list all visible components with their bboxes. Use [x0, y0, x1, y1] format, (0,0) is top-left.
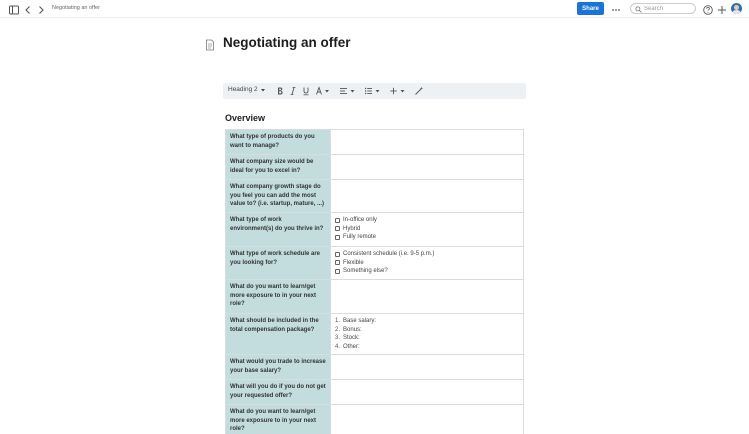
document-icon	[205, 38, 215, 50]
questions-table	[225, 129, 524, 434]
section-heading[interactable]: Overview	[225, 113, 266, 123]
avatar[interactable]	[731, 3, 742, 14]
insert-icon[interactable]	[389, 85, 407, 97]
checkbox[interactable]	[335, 260, 340, 265]
question-cell[interactable]: What type of work schedule are you looking for?	[226, 247, 331, 280]
answer-cell[interactable]	[331, 355, 524, 380]
question-cell[interactable]: What company size would be ideal for you to excel in?	[226, 155, 331, 180]
table-row	[226, 355, 524, 380]
question-cell[interactable]: What should be included in the total compensation package?	[226, 314, 331, 355]
share-button[interactable]: Share	[577, 2, 604, 15]
forward-arrow-icon[interactable]	[35, 3, 47, 15]
magic-wand-icon[interactable]	[414, 85, 424, 97]
question-cell[interactable]: What do you want to learn/get more exposure to in your next role?	[226, 405, 331, 434]
search-input[interactable]	[644, 6, 694, 12]
numbered-item[interactable]: 3. Stock:	[335, 335, 360, 341]
answer-cell[interactable]	[331, 213, 524, 247]
checkbox[interactable]	[335, 252, 340, 257]
question-cell[interactable]: What would you trade to increase your base salary?	[226, 355, 331, 380]
table-row	[226, 380, 524, 405]
question-cell[interactable]: What type of work environment(s) do you thrive in?	[226, 213, 331, 247]
answer-cell[interactable]	[331, 155, 524, 180]
checkbox[interactable]	[335, 218, 340, 223]
table-row	[226, 405, 524, 434]
breadcrumb[interactable]: Negotiating an offer	[52, 5, 100, 11]
underline-icon[interactable]	[302, 85, 310, 97]
table-row	[226, 155, 524, 180]
table-row	[226, 213, 524, 247]
bold-icon[interactable]	[276, 85, 284, 97]
table-row	[226, 180, 524, 213]
checklist-item[interactable]: Fully remote	[335, 233, 519, 242]
checkbox[interactable]	[335, 235, 340, 240]
more-icon[interactable]	[610, 3, 622, 15]
align-icon[interactable]	[339, 85, 357, 97]
answer-cell[interactable]	[331, 180, 524, 213]
answer-cell[interactable]	[331, 405, 524, 434]
numbered-item[interactable]: 1. Base salary:	[335, 318, 377, 324]
page-title[interactable]: Negotiating an offer	[223, 35, 351, 50]
text-style-dropdown[interactable]	[228, 86, 266, 93]
checklist-item[interactable]: Consistent schedule (i.e. 9-5 p.m.)	[335, 250, 519, 259]
checklist-item[interactable]: Something else?	[335, 267, 519, 276]
checklist-item[interactable]: Flexible	[335, 259, 519, 268]
italic-icon[interactable]	[289, 85, 297, 97]
plus-icon[interactable]	[716, 3, 728, 15]
table-row	[226, 314, 524, 355]
answer-cell[interactable]	[331, 280, 524, 314]
question-cell[interactable]: What do you want to learn/get more exposure to in your next role?	[226, 280, 331, 314]
table-row	[226, 280, 524, 314]
answer-cell[interactable]	[331, 247, 524, 280]
sidebar-toggle-icon[interactable]	[8, 3, 20, 15]
table-row	[226, 247, 524, 280]
checkbox[interactable]	[335, 226, 340, 231]
answer-cell[interactable]	[331, 314, 524, 355]
table-row	[226, 130, 524, 155]
text-color-icon[interactable]	[315, 85, 331, 97]
answer-cell[interactable]	[331, 130, 524, 155]
question-cell[interactable]: What will you do if you do not get your requested offer?	[226, 380, 331, 405]
checklist-item[interactable]: In-office only	[335, 216, 519, 225]
text-style-label: Heading 2	[228, 86, 258, 93]
question-cell[interactable]: What company growth stage do you feel you can add the most value to? (i.e. startup, mature, ...)	[226, 180, 331, 213]
chevron-down-icon	[260, 87, 266, 93]
list-icon[interactable]	[364, 85, 382, 97]
search-box[interactable]	[630, 3, 696, 14]
answer-cell[interactable]	[331, 380, 524, 405]
help-icon[interactable]	[702, 3, 714, 15]
search-icon	[635, 0, 642, 18]
numbered-item[interactable]: 2. Bonus:	[335, 326, 362, 333]
question-cell[interactable]: What type of products do you want to manage?	[226, 130, 331, 155]
formatting-toolbar	[223, 83, 526, 99]
numbered-item[interactable]: 4. Other:	[335, 343, 360, 350]
top-bar	[0, 0, 749, 18]
checkbox[interactable]	[335, 269, 340, 274]
checklist-item[interactable]: Hybrid	[335, 225, 519, 234]
back-arrow-icon[interactable]	[22, 3, 34, 15]
